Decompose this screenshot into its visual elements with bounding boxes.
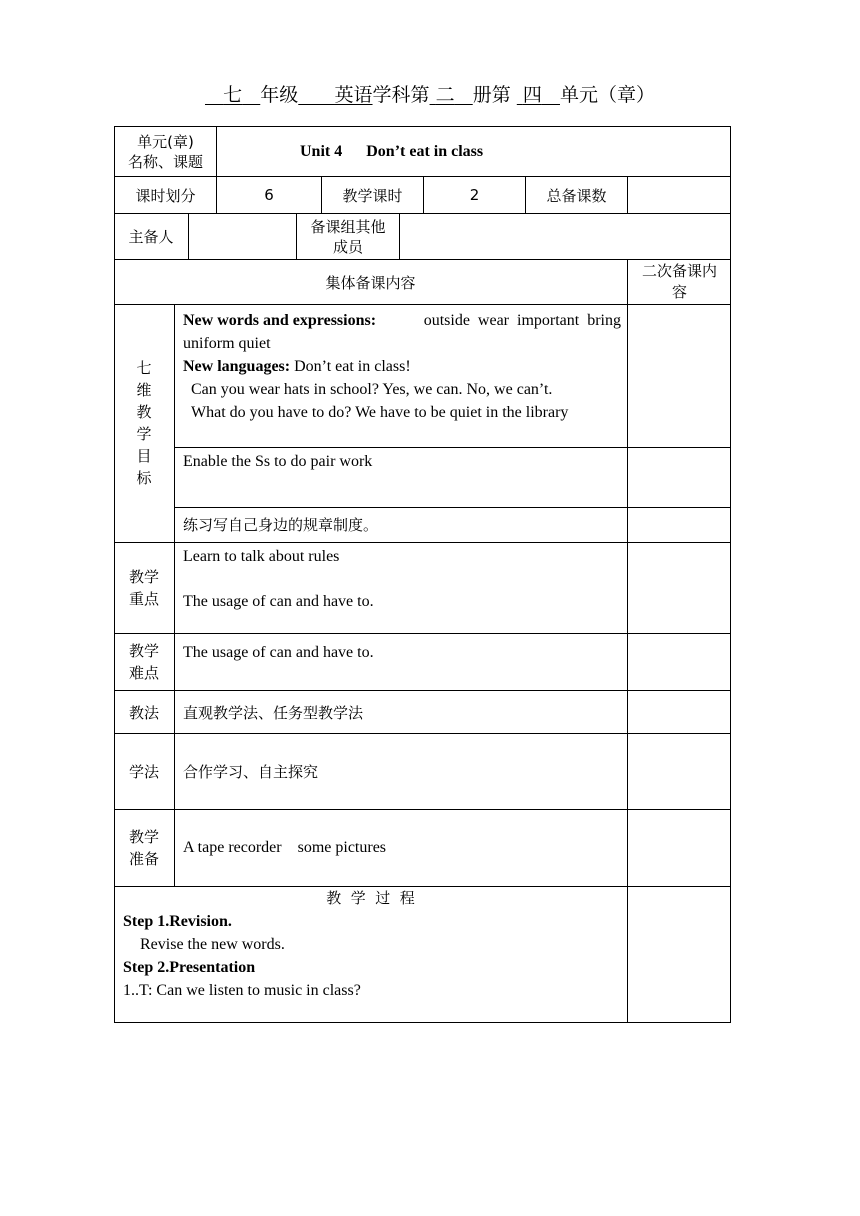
divider xyxy=(174,733,175,810)
unit-name-label: 单元(章) 名称、课题 xyxy=(127,132,203,171)
unit-suffix: 单元（章） xyxy=(559,84,655,106)
divider xyxy=(174,507,731,508)
divider xyxy=(174,690,175,734)
process-title: 教 学 过 程 xyxy=(326,889,415,907)
words-text-2: uniform quiet xyxy=(183,335,271,352)
volume-suffix: 册第 xyxy=(472,84,511,106)
words-text: outside wear important bring xyxy=(423,312,621,329)
divider xyxy=(174,542,175,634)
grade: 七 xyxy=(223,84,243,106)
divider xyxy=(174,809,175,887)
key-points-line-2: The usage of can and have to. xyxy=(183,593,374,610)
objectives-emotion: 练习写自己身边的规章制度。 xyxy=(183,516,379,534)
teaching-method-label: 教法 xyxy=(128,703,159,722)
objectives-label: 七 维 教 学 目 标 xyxy=(136,359,152,487)
divider xyxy=(627,733,628,810)
lang-line-2: Can you wear hats in school? Yes, we can. No, we can’t. xyxy=(191,381,553,398)
objectives-ability: Enable the Ss to do pair work xyxy=(183,453,373,470)
periods-value: 6 xyxy=(264,186,274,204)
unit-title: Unit 4 Don’t eat in class xyxy=(300,143,484,160)
step1-title: Step 1.Revision. xyxy=(123,913,232,930)
learning-method-value: 合作学习、自主探究 xyxy=(183,763,319,781)
difficult-points-label: 教学 难点 xyxy=(128,642,159,682)
lesson-label: 教学课时 xyxy=(342,186,403,205)
difficult-points-line-1: The usage of can and have to. xyxy=(183,644,374,661)
secondary-label: 二次备课内 容 xyxy=(641,262,717,301)
key-points-label: 教学 重点 xyxy=(128,568,159,608)
unit-number: 四 xyxy=(522,84,542,106)
volume: 二 xyxy=(435,84,455,106)
divider xyxy=(174,447,731,448)
members-value[interactable] xyxy=(400,213,731,260)
members-label: 备课组其他 成员 xyxy=(310,217,386,256)
divider xyxy=(174,633,175,691)
lang-label: New languages: xyxy=(183,358,291,375)
lesson-value: 2 xyxy=(469,186,480,204)
total-label: 总备课数 xyxy=(546,186,607,205)
subject-suffix: 学科第 xyxy=(372,84,430,106)
step2-title: Step 2.Presentation xyxy=(123,959,256,976)
step2-text: 1..T: Can we listen to music in class? xyxy=(123,982,361,999)
preparation-label: 教学 准备 xyxy=(128,828,159,868)
process-body xyxy=(123,910,623,1002)
teaching-method-value: 直观教学法、任务型教学法 xyxy=(183,703,364,722)
lang-line-3: What do you have to do? We have to be quiet in the library xyxy=(191,404,569,421)
divider xyxy=(627,690,628,734)
collective-label: 集体备课内容 xyxy=(325,273,416,292)
subject: 英语 xyxy=(334,84,373,106)
lead-value[interactable] xyxy=(189,213,296,260)
learning-method-label: 学法 xyxy=(128,763,159,781)
divider xyxy=(627,633,628,691)
divider xyxy=(627,886,628,1023)
grade-suffix: 年级 xyxy=(260,84,299,106)
divider xyxy=(627,542,628,634)
objectives-knowledge xyxy=(183,309,621,424)
page-heading xyxy=(0,80,860,107)
preparation-value: A tape recorder some pictures xyxy=(183,839,387,856)
periods-label: 课时划分 xyxy=(135,186,196,205)
lang-text: Don’t eat in class! xyxy=(290,358,411,375)
divider xyxy=(627,809,628,887)
key-points-line-1: Learn to talk about rules xyxy=(183,548,340,565)
words-label: New words and expressions: xyxy=(183,312,377,329)
step1-text: Revise the new words. xyxy=(140,936,285,953)
total-value[interactable] xyxy=(628,176,731,214)
lead-label: 主备人 xyxy=(128,228,174,246)
